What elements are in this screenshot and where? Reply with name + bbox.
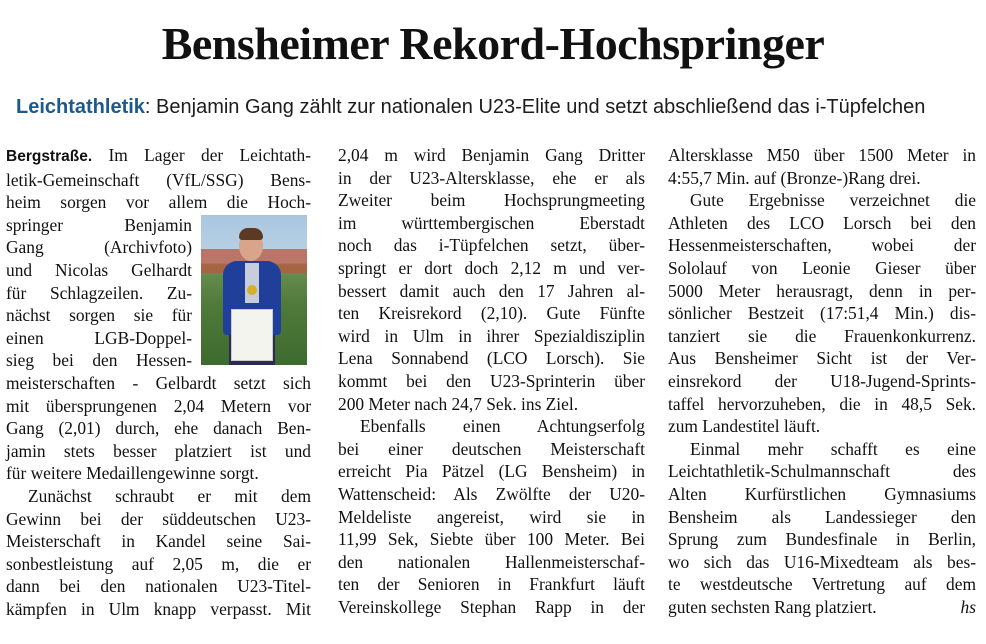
column-line: Aus Bensheimer Sicht ist der Ver- bbox=[668, 348, 976, 369]
column-line: für Schlagzeilen. Zu- bbox=[6, 282, 192, 303]
column-line: 4:55,7 Min. auf (Bronze-)Rang drei. bbox=[668, 167, 921, 188]
column-line: Gute Ergebnisse verzeichnet die bbox=[690, 190, 976, 211]
certificate-icon bbox=[231, 309, 273, 361]
column-line: Leichtathletik-Schulmannschaft des bbox=[668, 461, 976, 482]
column-line: bei einer deutschen Meisterschaft bbox=[338, 438, 645, 459]
column-line: zum Landestitel läuft. bbox=[668, 416, 821, 437]
column-line: 11,99 Sek, Siebte über 100 Meter. Bei bbox=[338, 529, 645, 550]
headline: Bensheimer Rekord-Hochspringer bbox=[161, 18, 825, 69]
column-line: taffel hervorzuheben, die in 48,5 Sek. bbox=[668, 393, 976, 414]
column-line: Hessenmeisterschaften, wobei der bbox=[668, 235, 976, 256]
column-line: im württembergischen Eberstadt bbox=[338, 212, 645, 233]
article-column-2 bbox=[338, 144, 645, 618]
column-line: nächst sorgen sie für bbox=[6, 305, 192, 326]
column-line: ten der Senioren in Frankfurt läuft bbox=[338, 574, 645, 595]
column-line: kämpfen in Ulm knapp verpasst. Mit bbox=[6, 598, 311, 619]
column-line: den nationalen Hallenmeisterschaf- bbox=[338, 551, 645, 572]
column-line: Zunächst schraubt er mit dem bbox=[28, 485, 311, 506]
author-signature: hs bbox=[960, 596, 976, 617]
column-line: Bergstraße. Im Lager der Leichtath- bbox=[6, 145, 311, 165]
column-line: Vereinskollege Stephan Rapp in der bbox=[338, 596, 645, 617]
column-line: in der U23-Altersklasse, ehe er als bbox=[338, 167, 645, 188]
section-kicker: Leichtathletik bbox=[16, 96, 145, 118]
column-line: Zweiter beim Hochsprungmeeting bbox=[338, 190, 645, 211]
column-line: springer Benjamin bbox=[6, 214, 192, 235]
column-line: erreicht Pia Pätzel (LG Bensheim) in bbox=[338, 461, 645, 482]
column-line: für weitere Medaillengewinne sorgt. bbox=[6, 463, 259, 484]
subheadline bbox=[16, 94, 976, 120]
column-line: Meldeliste angereist, wird sie in bbox=[338, 506, 645, 527]
column-line: Bensheim als Landessieger den bbox=[668, 506, 976, 527]
column-line: Meisterschaft in Kandel seine Sai- bbox=[6, 531, 311, 552]
column-line: Altersklasse M50 über 1500 Meter in bbox=[668, 145, 976, 165]
column-line: einen LGB-Doppel- bbox=[6, 327, 192, 348]
column-line: wo sich das U16-Mixedteam als bes- bbox=[668, 551, 976, 572]
column-line: Gang (Archivfoto) bbox=[6, 237, 192, 258]
column-line: Sololauf von Leonie Gieser über bbox=[668, 257, 976, 278]
column-line: und Nicolas Gelhardt bbox=[6, 259, 192, 280]
column-line: wird in Ulm in ihrer Spezialdisziplin bbox=[338, 325, 645, 346]
column-line: sonbestleistung auf 2,05 m, die er bbox=[6, 553, 311, 574]
column-line: Gewinn bei der süddeutschen U23- bbox=[6, 508, 311, 529]
column-line: Ebenfalls einen Achtungserfolg bbox=[360, 416, 645, 437]
column-line: heim sorgen vor allem die Hoch- bbox=[6, 192, 311, 213]
column-line: springt er dort doch 2,12 m und ver- bbox=[338, 257, 645, 278]
column-line: jamin stets besser platziert ist und bbox=[6, 440, 311, 461]
column-line: Gang (2,01) durch, ehe danach Ben- bbox=[6, 418, 311, 439]
column-line: Alten Kurfürstlichen Gymnasiums bbox=[668, 483, 976, 504]
column-line: bessert damit auch den 17 Jahren al- bbox=[338, 280, 645, 301]
column-line: kommt bei den U23-Sprinterin über bbox=[338, 370, 645, 391]
column-line: letik-Gemeinschaft (VfL/SSG) Bens- bbox=[6, 169, 311, 190]
article-column-3 bbox=[668, 144, 976, 618]
column-line: Sprung zum Bundesfinale in Berlin, bbox=[668, 529, 976, 550]
column-line: mit übersprungenen 2,04 Metern vor bbox=[6, 395, 311, 416]
subheadline-text: : Benjamin Gang zählt zur nationalen U23-Elite und setzt abschließend das i-Tüpfelchen bbox=[144, 96, 926, 118]
column-line: Einmal mehr schafft es eine bbox=[690, 438, 976, 459]
dateline: Bergstraße. bbox=[6, 148, 93, 165]
column-line: Athleten des LCO Lorsch bei den bbox=[668, 212, 976, 233]
column-line: ten Kreisrekord (2,10). Gute Fünfte bbox=[338, 303, 645, 324]
column-line: sieg bei den Hessen- bbox=[6, 350, 192, 371]
column-line: tanziert sie die Frauenkonkurrenz. bbox=[668, 325, 976, 346]
medal-icon bbox=[247, 285, 257, 295]
column-line: dann bei den nationalen U23-Titel- bbox=[6, 576, 311, 597]
column-line: 200 Meter nach 24,7 Sek. ins Ziel. bbox=[338, 393, 579, 414]
column-line: meisterschaften - Gelbardt setzt sich bbox=[6, 372, 311, 393]
column-line: te westdeutsche Vertretung auf dem bbox=[668, 574, 976, 595]
column-line: sönlicher Bestzeit (17:51,4 Min.) dis- bbox=[668, 303, 976, 324]
column-line: 2,04 m wird Benjamin Gang Dritter bbox=[338, 145, 645, 165]
column-line: guten sechsten Rang platziert. hs bbox=[668, 596, 976, 617]
athlete-photo bbox=[200, 214, 308, 366]
column-line: einsrekord der U18-Jugend-Sprints- bbox=[668, 370, 976, 391]
column-line: Lena Sonnabend (LCO Lorsch). Sie bbox=[338, 348, 645, 369]
column-line: Wattenscheid: Als Zwölfte der U20- bbox=[338, 483, 645, 504]
column-line: noch das i-Tüpfelchen setzt, über- bbox=[338, 235, 645, 256]
column-line: 5000 Meter herausragt, denn in per- bbox=[668, 280, 976, 301]
